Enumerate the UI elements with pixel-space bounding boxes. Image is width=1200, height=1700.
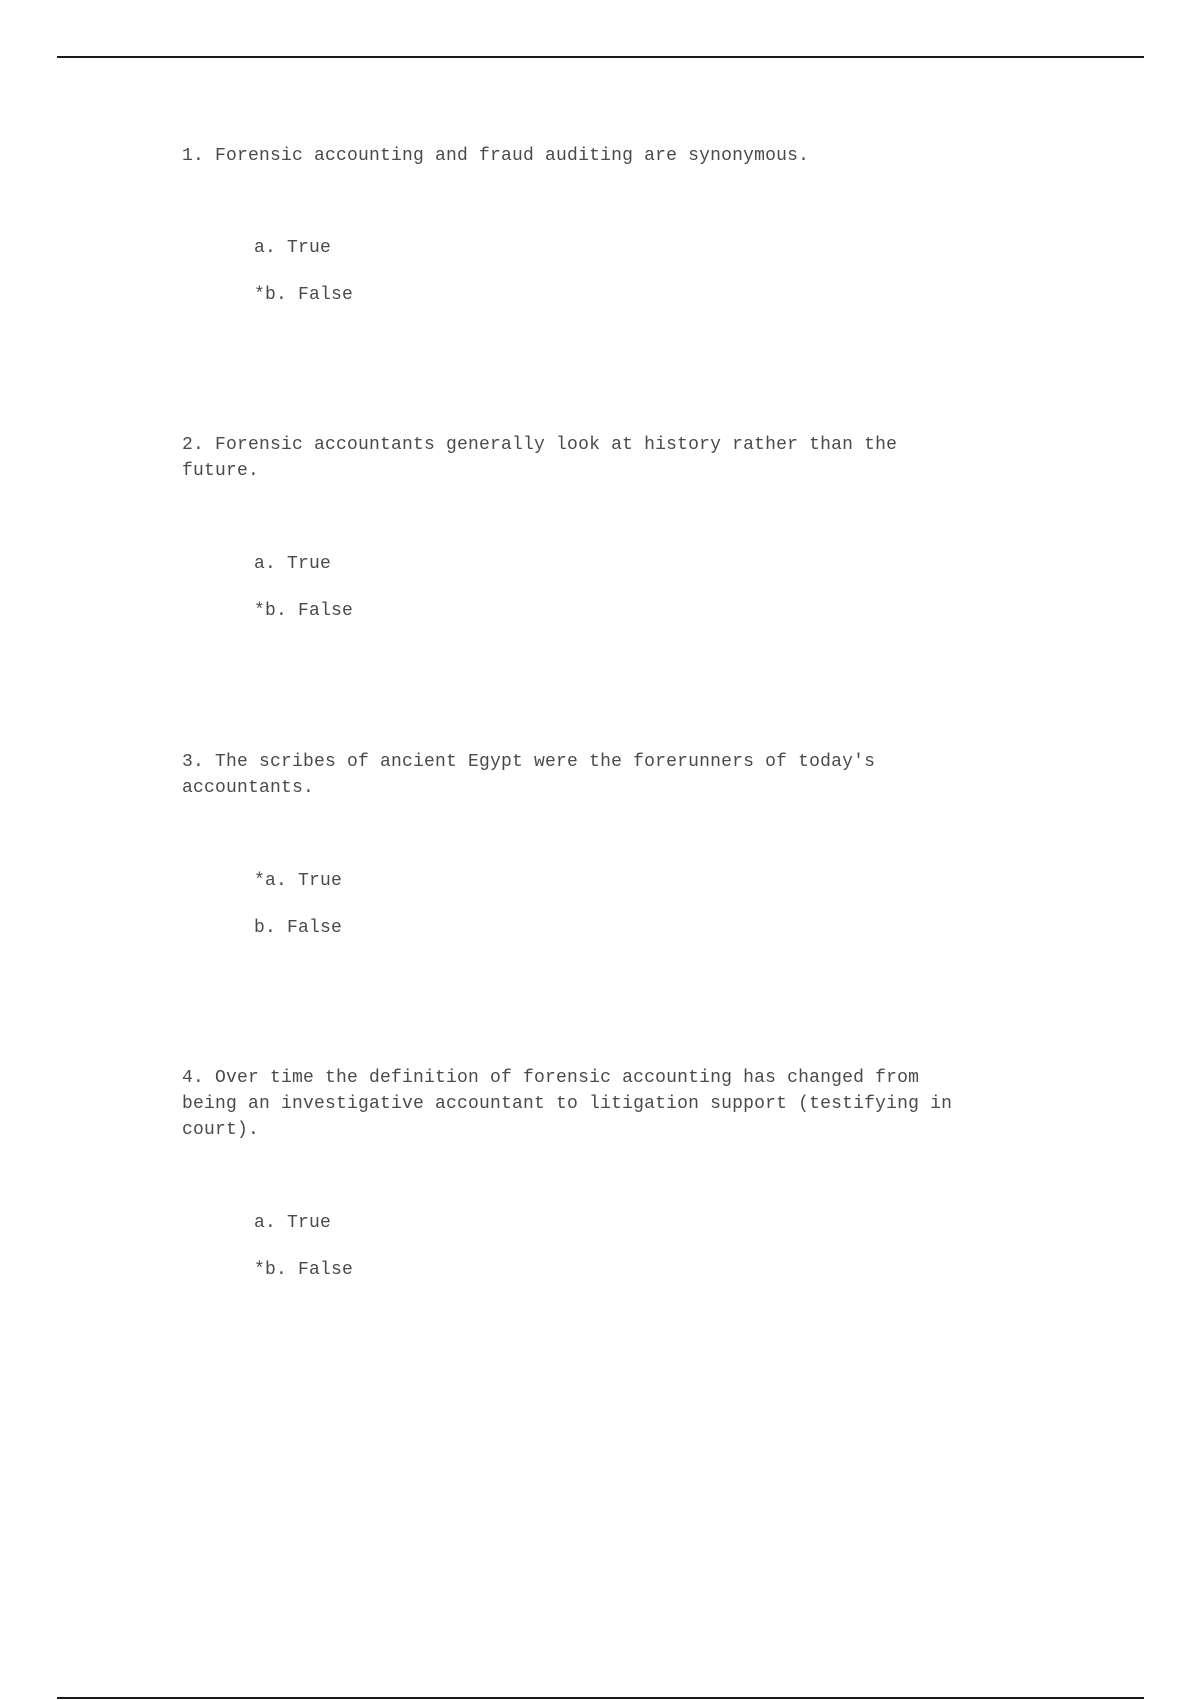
question-text: 4. Over time the definition of forensic accounting has changed from being an investigative accountant to litigation support (testifying in court). <box>182 1068 953 1140</box>
choice-b: b. False <box>254 918 343 938</box>
question-text: 3. The scribes of ancient Egypt were the forerunners of today's accountants. <box>182 752 876 798</box>
choice-a: *a. True <box>254 871 343 891</box>
choice-a: a. True <box>254 1213 332 1233</box>
question-text: 2. Forensic accountants generally look at history rather than the future. <box>182 435 898 481</box>
choice-b: *b. False <box>254 601 354 621</box>
question-4 <box>182 1065 1042 1280</box>
answer-choices <box>254 235 353 329</box>
answer-choices <box>254 1210 353 1304</box>
choice-a: a. True <box>254 554 332 574</box>
bottom-rule <box>57 1697 1144 1699</box>
top-rule <box>57 56 1144 58</box>
question-text: 1. Forensic accounting and fraud auditing are synonymous. <box>182 146 810 166</box>
choice-a: a. True <box>254 238 332 258</box>
choice-b: *b. False <box>254 285 354 305</box>
answer-choices <box>254 551 353 645</box>
choice-b: *b. False <box>254 1260 354 1280</box>
question-2 <box>182 432 1042 621</box>
question-1 <box>182 143 1042 305</box>
answer-choices <box>254 868 342 962</box>
question-3 <box>182 749 1042 938</box>
